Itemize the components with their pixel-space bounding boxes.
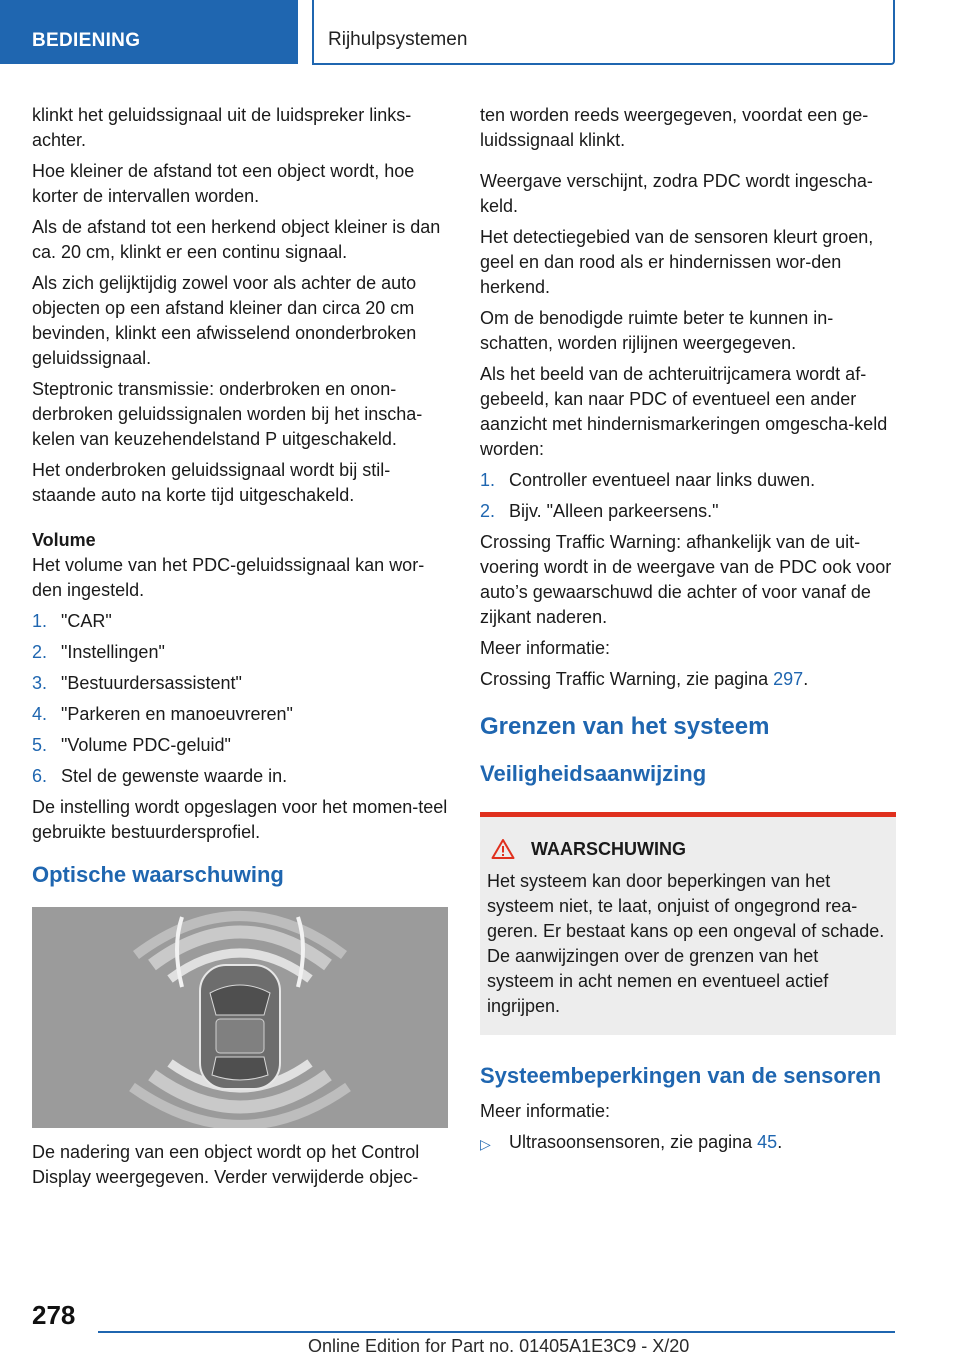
cross-reference (480, 667, 896, 692)
optical-warning-heading: Optische waarschuwing (32, 862, 284, 887)
step-number: 2. (480, 501, 496, 521)
list-item (32, 671, 448, 696)
view-steps-list (480, 468, 896, 524)
step-number: 4. (32, 704, 48, 724)
bullet-item (480, 1130, 896, 1157)
step-number: 1. (32, 611, 48, 631)
paragraph: Als het beeld van de achteruitrijcamera wordt af-gebeeld, kan naar PDC of eventueel een ander aanzicht met hindernismarkeringen omgescha-keld worden: (480, 364, 888, 459)
bullet-text (509, 1130, 782, 1157)
warning-title: WAARSCHUWING (531, 839, 686, 859)
sensor-limits-heading: Systeembeperkingen van de sensoren (480, 1063, 882, 1088)
paragraph: Steptronic transmissie: onderbroken en onon-derbroken geluidssignalen worden bij het inscha-kelen van keuzehendelstand P uitgeschakeld. (32, 379, 423, 449)
system-limits-heading: Grenzen van het systeem (480, 713, 770, 740)
paragraph: Hoe kleiner de afstand tot een object wordt, hoe korter de intervallen worden. (32, 161, 415, 206)
step-text: "CAR" (61, 611, 112, 631)
warning-text: Het systeem kan door beperkingen van het systeem niet, te laat, onjuist of ongegrond rea-geren. Er bestaat kans op een ongeval of schade. De aanwijzingen over de grenzen van het systeem in acht nemen en eventueel actief ingrijpen. (487, 871, 885, 1016)
paragraph: Het onderbroken geluidssignaal wordt bij stil-staande auto na korte tijd uitgeschakeld. (32, 460, 391, 505)
spacer (480, 159, 896, 169)
reference-end: . (777, 1132, 783, 1152)
paragraph: Als zich gelijktijdig zowel voor als achter de auto objecten op een afstand kleiner dan circa 20 cm bevinden, klinkt een afwisselend ononderbroken geluidssignaal. (32, 273, 417, 368)
warning-title-row (487, 837, 888, 861)
page-link-297[interactable]: 297 (773, 669, 804, 689)
paragraph: ten worden reeds weergegeven, voordat een ge-luidssignaal klinkt. (480, 105, 869, 150)
list-item (32, 640, 448, 665)
paragraph: Crossing Traffic Warning: afhankelijk van de uit-voering wordt in de weergave van de PDC ook voor auto’s gewaarschuwd die achter of voor vanaf de zijkant naderen. (480, 532, 892, 627)
header-section-label: BEDIENING (32, 30, 141, 51)
step-text: Controller eventueel naar links duwen. (509, 470, 816, 490)
reference-end: . (803, 669, 809, 689)
step-number: 1. (480, 470, 496, 490)
list-item (32, 764, 448, 789)
list-item (32, 702, 448, 727)
paragraph: klinkt het geluidssignaal uit de luidspreker links-achter. (32, 105, 412, 150)
paragraph: Het detectiegebied van de sensoren kleurt groen, geel en dan rood als er hindernissen wor-den herkend. (480, 227, 874, 297)
step-text: Stel de gewenste waarde in. (61, 766, 288, 786)
list-item (32, 733, 448, 758)
step-text: "Parkeren en manoeuvreren" (61, 704, 293, 724)
page-link-45[interactable]: 45 (757, 1132, 778, 1152)
paragraph: De instelling wordt opgeslagen voor het momen-teel gebruikte bestuurdersprofiel. (32, 797, 448, 842)
list-item (480, 499, 896, 524)
right-column (480, 103, 896, 1157)
warning-box (480, 812, 896, 1035)
step-number: 5. (32, 735, 48, 755)
reference-text: Crossing Traffic Warning, zie pagina (480, 669, 774, 689)
list-item (480, 468, 896, 493)
footer-edition: Online Edition for Part no. 01405A1E3C9 - X/20 (308, 1336, 690, 1356)
step-number: 3. (32, 673, 48, 693)
car-top-view-illustration (32, 907, 448, 1128)
pdc-display-figure (32, 907, 448, 1128)
volume-heading: Volume (32, 530, 96, 550)
paragraph: Meer informatie: (480, 1101, 611, 1121)
left-column (32, 103, 448, 1196)
volume-steps-list (32, 609, 448, 789)
spacer (32, 514, 448, 524)
step-text: "Instellingen" (61, 642, 165, 662)
figure-caption: De nadering van een object wordt op het Control Display weergegeven. Verder verwijderde objec- (32, 1142, 420, 1187)
paragraph: Meer informatie: (480, 638, 611, 658)
step-number: 6. (32, 766, 48, 786)
step-text: Bijv. "Alleen parkeersens." (509, 501, 719, 521)
step-text: "Volume PDC-geluid" (61, 735, 231, 755)
paragraph: Om de benodigde ruimte beter te kunnen in-schatten, worden rijlijnen weergegeven. (480, 308, 834, 353)
safety-notice-heading: Veiligheidsaanwijzing (480, 761, 707, 786)
paragraph: Het volume van het PDC-geluidssignaal kan wor-den ingesteld. (32, 555, 425, 600)
header-topic-label: Rijhulpsystemen (328, 29, 468, 50)
step-number: 2. (32, 642, 48, 662)
footer-divider (98, 1331, 895, 1333)
triangle-bullet-icon: ▷ (480, 1136, 491, 1152)
page-number: 278 (32, 1300, 76, 1330)
warning-triangle-icon (491, 838, 515, 860)
reference-text: Ultrasoonsensoren, zie pagina (509, 1132, 758, 1152)
list-item (32, 609, 448, 634)
header-section-tab (0, 0, 298, 64)
paragraph: Weergave verschijnt, zodra PDC wordt ingescha-keld. (480, 171, 873, 216)
paragraph: Als de afstand tot een herkend object kleiner is dan ca. 20 cm, klinkt er een continu signaal. (32, 217, 441, 262)
header-topic-box (312, 0, 895, 65)
step-text: "Bestuurdersassistent" (61, 673, 242, 693)
